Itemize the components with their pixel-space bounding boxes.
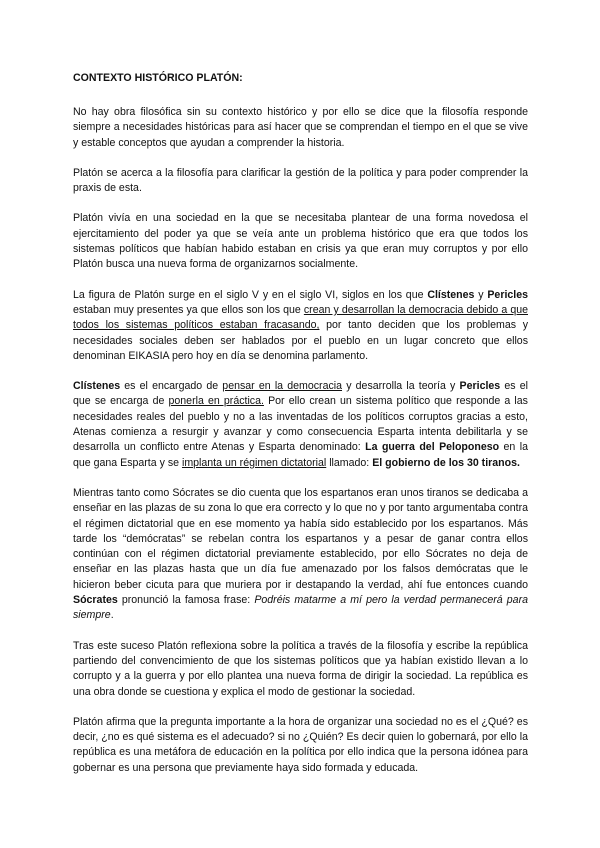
name-pericles: Pericles	[459, 380, 501, 393]
paragraph-2: Platón se acerca a la filosofía para clarificar la gestión de la política y para poder comprender la praxis de esta.	[73, 166, 528, 195]
text-run: pronunció la famosa frase:	[117, 594, 255, 607]
underlined-phrase: implanta un régimen dictatorial	[181, 456, 327, 469]
text-run: .	[110, 609, 114, 622]
text-run: por tanto deciden que los problemas y necesidades sociales deben ser hablados por el pueblo en un lugar concreto que ellos denominan EIKASIA pero hoy en día se denomina parlamento.	[73, 319, 528, 362]
text-run: y desarrolla la teoría y	[342, 380, 460, 393]
text-run: llamado:	[326, 456, 373, 469]
name-clistenes: Clístenes	[427, 288, 475, 301]
document-body	[73, 71, 528, 791]
name-pericles: Pericles	[487, 288, 529, 301]
paragraph-7: Tras este suceso Platón reflexiona sobre la política a través de la filosofía y escribe la república partiendo del convencimiento de que los sistemas políticos que ya habían existido llevan a lo corrupto y a la guerra y por ello plantea una nueva forma de dirigir la sociedad. La república es una obra donde se cuestiona y explica el modo de gestionar la sociedad.	[73, 639, 528, 698]
name-clistenes: Clístenes	[73, 380, 121, 393]
text-run: es el encargado de	[120, 380, 223, 393]
paragraph-8: Platón afirma que la pregunta importante a la hora de organizar una sociedad no es el ¿Qué? es decir, ¿no es qué sistema es el adecuado? si no ¿Quién? Es decir quien lo gobernará, por ello la república es una metáfora de educación en la política por ello indica que la persona idónea para gobernar es una persona que previamente haya sido formada y educada.	[73, 715, 528, 774]
text-run: Mientras tanto como Sócrates se dio cuenta que los espartanos eran unos tiranos se dedicaba a enseñar en las plazas de su zona lo que era correcto y lo que no y por tanto argumentaba contra el régimen dictatorial que en ese momento ya había sido establecido por los espartanos. Más tarde los “demócratas” se rebelan contra los espartanos y a pesar de ganar contra ellos continúan con el régimen dictatorial previamente establecido, por ello Sócrates no deja de enseñar en las plazas hasta que un día fue amenazado por los falsos demócratas que le hicieron beber cicuta para que muriera por ir destapando la verdad, ahí fue entonces cuando	[73, 486, 528, 591]
text-run: es el que se encarga de	[73, 380, 528, 408]
paragraph-3: Platón vivía en una sociedad en la que se necesitaba plantear de una forma novedosa el ejercitamiento del poder ya que se veía ante un problema histórico que era que todos los sistemas políticos que habían habido estaban en crisis ya que eran muy corruptos y por ello Platón busca una nueva forma de organizarnos socialmente.	[73, 212, 528, 271]
underlined-phrase: crean y desarrollan la democracia debido a que todos los sistemas políticos estaban fracasando,	[73, 303, 528, 332]
text-run: estaban muy presentes ya que ellos son los que	[73, 303, 304, 316]
text-run: y	[474, 288, 488, 301]
name-socrates: Sócrates	[73, 594, 118, 607]
text-run: en la que gana Esparta y se	[73, 441, 528, 469]
underlined-phrase: ponerla en práctica.	[168, 395, 264, 408]
bold-phrase-30-tiranos: El gobierno de los 30 tiranos.	[372, 456, 520, 469]
text-run: Por ello crean un sistema político que responde a las necesidades reales del pueblo y no a las inventadas de los políticos corruptos gracias a esto, Atenas comienza a resurgir y avanzar y como consecuencia Esparta intenta debilitarla y se desarrolla un conflicto entre Atenas y Esparta denominado:	[73, 395, 528, 454]
paragraph-4	[73, 288, 528, 364]
document-title: CONTEXTO HISTÓRICO PLATÓN:	[73, 72, 243, 84]
underlined-phrase: pensar en la democracia	[222, 380, 343, 393]
socrates-quote: Podréis matarme a mí pero la verdad permanecerá para siempre	[73, 594, 528, 622]
paragraph-5	[73, 379, 528, 471]
text-run: La figura de Platón surge en el siglo V y en el siglo VI, siglos en los que	[73, 288, 428, 301]
bold-phrase-peloponeso: La guerra del Peloponeso	[365, 441, 500, 454]
paragraph-6	[73, 486, 528, 624]
paragraph-1: No hay obra filosófica sin su contexto histórico y por ello se dice que la filosofía responde siempre a necesidades históricas para así hacer que se comprendan el tiempo en el que se vive y estable conceptos que ayudan a comprender la historia.	[73, 106, 528, 149]
